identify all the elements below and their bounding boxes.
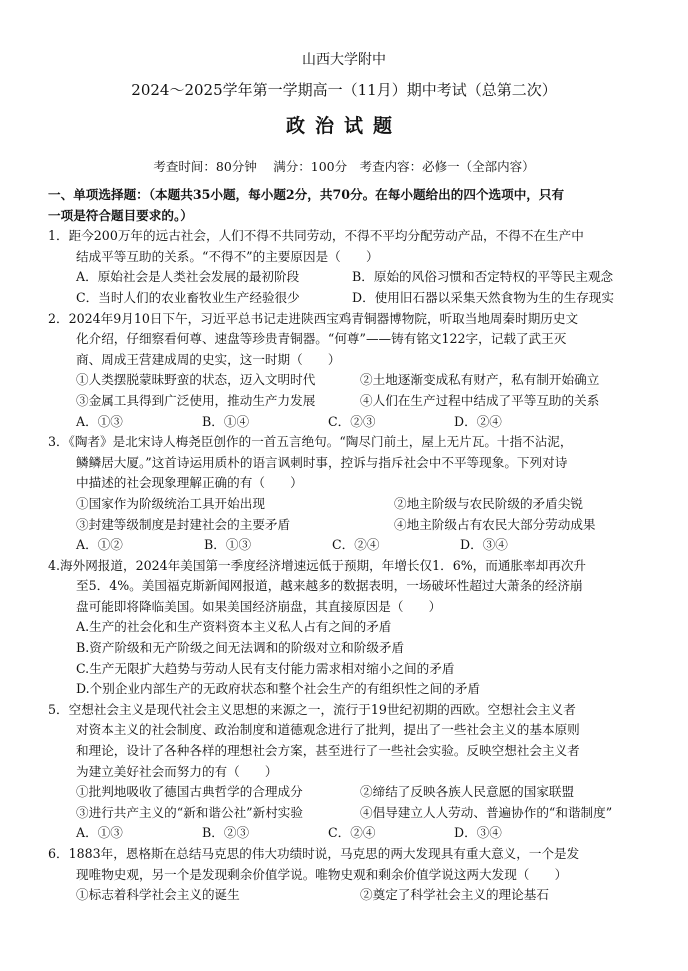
section-title-line2: 一项是符合题目要求的。） — [48, 207, 193, 223]
question-1-line1: 1．距今200万年的远古社会，人们不得不共同劳动，不得不平均分配劳动产品，不得不在生产中 — [48, 228, 584, 244]
question-2-line3: 商、周成王营建成周的史实，这一时期（ ） — [76, 351, 341, 367]
question-1 — [48, 226, 644, 308]
question-2-statement-3: ③金属工具得到广泛使用，推动生产力发展 — [76, 392, 316, 408]
question-2 — [48, 309, 644, 433]
question-2-statements-row2 — [48, 391, 644, 412]
question-2-statement-2: ②土地逐渐变成私有财产，私有制开始确立 — [360, 372, 600, 388]
section-title-line1: 一、单项选择题：（本题共35小题，每小题2分，共70分。在每小题给出的四个选项中，只有 — [48, 187, 565, 202]
exam-info: 考查时间：80分钟 满分：100分 考查内容：必修一（全部内容） — [153, 159, 535, 174]
question-4-option-d: D.个别企业内部生产的无政府状态和整个社会生产的有组织性之间的矛盾 — [76, 681, 481, 697]
exam-content — [48, 185, 644, 906]
question-4-option-a: A.生产的社会化和生产资料资本主义私人占有之间的矛盾 — [76, 619, 392, 635]
question-4 — [48, 556, 644, 700]
question-2-statements-row1 — [48, 370, 644, 391]
question-4-line1: 4.海外网报道，2024年美国第一季度经济增速远低于预期，年增长仅1．6%，而通胀率却再次升 — [48, 557, 587, 573]
question-3 — [48, 432, 644, 556]
question-5-line2: 对资本主义的社会制度、政治制度和道德观念进行了批判，提出了一些社会主义的基本原则 — [76, 722, 580, 738]
question-3-option-a: A．①② — [76, 537, 123, 553]
question-6-statement-1: ①标志着科学社会主义的诞生 — [76, 887, 240, 903]
question-5-statement-3: ③进行共产主义的“新和谐公社”新村实验 — [76, 804, 303, 820]
question-3-option-b: B．①③ — [204, 537, 252, 553]
question-6-line2: 现唯物史观，另一个是发现剩余价值学说。唯物史观和剩余价值学说这两大发现（ ） — [76, 866, 568, 882]
question-5-line3: 和理论，设计了各种各样的理想社会方案，甚至进行了一些社会实验。反映空想社会主义者 — [76, 743, 580, 759]
question-5 — [48, 700, 644, 844]
question-6-line1: 6．1883年，恩格斯在总结马克思的伟大功绩时说，马克思的两大发现具有重大意义，一个是发 — [48, 846, 580, 861]
question-2-option-a: A．①③ — [76, 413, 123, 429]
question-2-line2: 化介绍，仔细察看何尊、速盘等珍贵青铜器。“何尊”——铸有铭文122字，记载了武王灭 — [76, 331, 567, 347]
question-3-line1: 3．《陶者》是北宋诗人梅尧臣创作的一首五言绝句。“陶尽门前土，屋上无片瓦。十指不沾泥， — [48, 434, 573, 450]
question-1-option-c: C．当时人们的农业畜牧业生产经验很少 — [76, 289, 300, 305]
question-3-statement-4: ④地主阶级占有农民大部分劳动成果 — [394, 516, 596, 532]
question-5-options — [48, 823, 644, 844]
question-5-statements-row1 — [48, 782, 644, 803]
question-5-statement-1: ①批判地吸收了德国古典哲学的合理成分 — [76, 784, 303, 800]
question-2-statement-1: ①人类摆脱蒙昧野蛮的状态，迈入文明时代 — [76, 372, 316, 388]
question-3-option-c: C．②④ — [332, 537, 380, 553]
question-6 — [48, 844, 644, 906]
question-3-statement-1: ①国家作为阶级统治工具开始出现 — [76, 495, 265, 511]
question-4-option-b: B.资产阶级和无产阶级之间无法调和的阶级对立和阶级矛盾 — [76, 640, 405, 656]
question-1-option-d: D．使用旧石器以采集天然食物为生的生存现实 — [352, 289, 614, 305]
question-2-option-c: C．②③ — [328, 413, 376, 429]
question-3-options — [48, 535, 644, 556]
question-1-option-a: A．原始社会是人类社会发展的最初阶段 — [76, 269, 300, 285]
question-1-options-row1 — [48, 267, 644, 288]
question-1-option-b: B．原始的风俗习惯和否定特权的平等民主观念 — [352, 269, 614, 285]
question-6-statements-row1 — [48, 885, 644, 906]
question-1-line2: 结成平等互助的关系。“不得不”的主要原因是（ ） — [76, 248, 379, 264]
question-6-statement-2: ②奠定了科学社会主义的理论基石 — [360, 887, 549, 903]
question-1-options-row2 — [48, 288, 644, 309]
question-5-option-a: A．①③ — [76, 825, 123, 841]
question-2-option-d: D．②④ — [454, 413, 502, 429]
question-3-statement-2: ②地主阶级与农民阶级的矛盾尖锐 — [394, 495, 583, 511]
question-3-option-d: D．③④ — [460, 537, 508, 553]
question-5-line4: 为建立美好社会而努力的有（ ） — [76, 763, 278, 779]
question-3-line3: 中描述的社会现象理解正确的有（ ） — [76, 475, 303, 491]
question-2-options — [48, 412, 644, 433]
question-2-option-b: B．①④ — [202, 413, 250, 429]
question-5-option-b: B．②③ — [202, 825, 250, 841]
question-2-line1: 2．2024年9月10日下午，习近平总书记走进陕西宝鸡青铜器博物院，听取当地周秦时期历史文 — [48, 310, 579, 326]
question-5-option-c: C．②④ — [328, 825, 376, 841]
question-5-statement-4: ④倡导建立人人劳动、普遍协作的“和谐制度” — [360, 804, 613, 820]
question-4-line3: 盘可能即将降临美国。如果美国经济崩盘，其直接原因是（ ） — [76, 598, 442, 614]
question-2-statement-4: ④人们在生产过程中结成了平等互助的关系 — [360, 392, 600, 408]
school-name: 山西大学附中 — [302, 52, 386, 68]
question-3-statements-row1 — [48, 494, 644, 515]
question-3-statements-row2 — [48, 515, 644, 536]
question-5-statement-2: ②缔结了反映各族人民意愿的国家联盟 — [360, 784, 575, 800]
question-5-statements-row2 — [48, 803, 644, 824]
subject-title: 政治试题 — [285, 115, 402, 137]
exam-title: 2024～2025学年第一学期高一（11月）期中考试（总第二次） — [131, 81, 557, 99]
question-5-line1: 5．空想社会主义是现代社会主义思想的来源之一，流行于19世纪初期的西欧。空想社会主义者 — [48, 701, 576, 717]
question-3-line2: 鳞鳞居大厦。”这首诗运用质朴的语言讽刺时事，控诉与指斥社会中不平等现象。下列对诗 — [76, 454, 568, 470]
question-5-option-d: D．③④ — [454, 825, 502, 841]
question-4-option-c: C.生产无限扩大趋势与劳动人民有支付能力需求相对缩小之间的矛盾 — [76, 660, 455, 676]
question-3-statement-3: ③封建等级制度是封建社会的主要矛盾 — [76, 516, 291, 532]
question-4-line2: 至5．4%。美国福克斯新闻网报道，越来越多的数据表明，一场破坏性超过大萧条的经济崩 — [76, 578, 583, 594]
